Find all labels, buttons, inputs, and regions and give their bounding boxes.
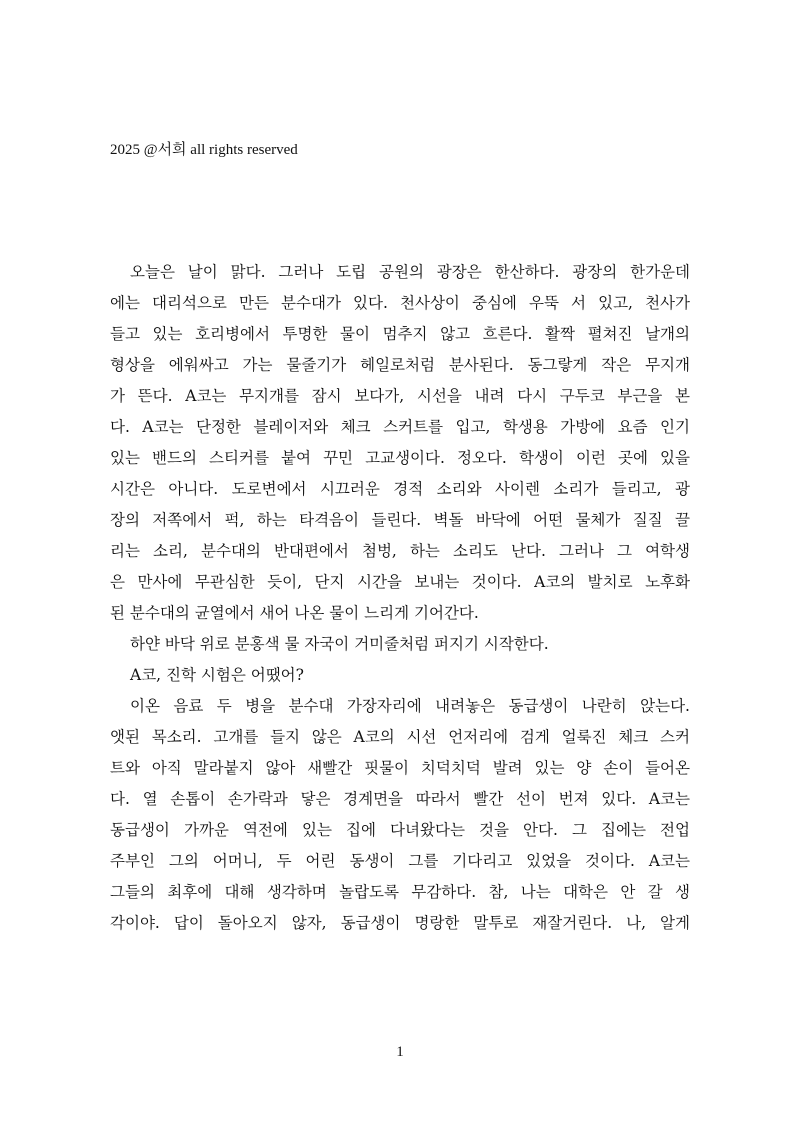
paragraph-line: 형상을 에워싸고 가는 물줄기가 헤일로처럼 분사된다. 동그랗게 작은 무지개 <box>110 356 690 374</box>
page-number: 1 <box>396 1044 404 1060</box>
paragraph-line: 에는 대리석으로 만든 분수대가 있다. 천사상이 중심에 우뚝 서 있고, 천사가 <box>110 294 690 312</box>
paragraph-line: 들고 있는 호리병에서 투명한 물이 멈추지 않고 흐른다. 활짝 펼쳐진 날개의 <box>110 325 690 343</box>
paragraph-line: 트와 아직 말라붙지 않아 새빨간 핏물이 치덕치덕 발려 있는 양 손이 들어온 <box>110 759 690 777</box>
paragraph-line: 각이야. 답이 돌아오지 않자, 동급생이 명랑한 말투로 재잘거린다. 나, 알게 <box>110 914 690 932</box>
paragraph-line: 그들의 최후에 대해 생각하며 놀랍도록 무감하다. 참, 나는 대학은 안 갈 생 <box>110 883 690 901</box>
paragraph-line: 오늘은 날이 맑다. 그러나 도립 공원의 광장은 한산하다. 광장의 한가운데 <box>130 263 690 281</box>
paragraph-line: 장의 저쪽에서 퍽, 하는 타격음이 들린다. 벽돌 바닥에 어떤 물체가 질질 끌 <box>110 511 690 529</box>
dialogue-line: A코, 진학 시험은 어땠어? <box>130 666 304 684</box>
paragraph-line: 이온 음료 두 병을 분수대 가장자리에 내려놓은 동급생이 나란히 앉는다. <box>130 697 690 715</box>
paragraph-line: 가 뜬다. A코는 무지개를 잠시 보다가, 시선을 내려 다시 구두코 부근을 본 <box>110 387 690 405</box>
body-text <box>110 257 690 939</box>
paragraph-line: 된 분수대의 균열에서 새어 나온 물이 느리게 기어간다. <box>110 604 479 622</box>
paragraph-line: 시간은 아니다. 도로변에서 시끄러운 경적 소리와 사이렌 소리가 들리고, 광 <box>110 480 690 498</box>
paragraph-line: 주부인 그의 어머니, 두 어린 동생이 그를 기다리고 있었을 것이다. A코는 <box>110 852 690 870</box>
paragraph-line: 리는 소리, 분수대의 반대편에서 첨벙, 하는 소리도 난다. 그러나 그 여학생 <box>110 542 690 560</box>
paragraph-line: 은 만사에 무관심한 듯이, 단지 시간을 보내는 것이다. A코의 발치로 노후화 <box>110 573 690 591</box>
paragraph-line: 하얀 바닥 위로 분홍색 물 자국이 거미줄처럼 퍼지기 시작한다. <box>130 635 549 653</box>
paragraph-line: 다. A코는 단정한 블레이저와 체크 스커트를 입고, 학생용 가방에 요즘 인기 <box>110 418 690 436</box>
copyright-notice: 2025 @서희 all rights reserved <box>110 142 298 158</box>
paragraph-line: 앳된 목소리. 고개를 들지 않은 A코의 시선 언저리에 검게 얼룩진 체크 스커 <box>110 728 690 746</box>
paragraph-line: 있는 밴드의 스티커를 붙여 꾸민 고교생이다. 정오다. 학생이 이런 곳에 있을 <box>110 449 690 467</box>
paragraph-line: 다. 열 손톱이 손가락과 닿은 경계면을 따라서 빨간 선이 번져 있다. A코는 <box>110 790 690 808</box>
paragraph-line: 동급생이 가까운 역전에 있는 집에 다녀왔다는 것을 안다. 그 집에는 전업 <box>110 821 690 839</box>
